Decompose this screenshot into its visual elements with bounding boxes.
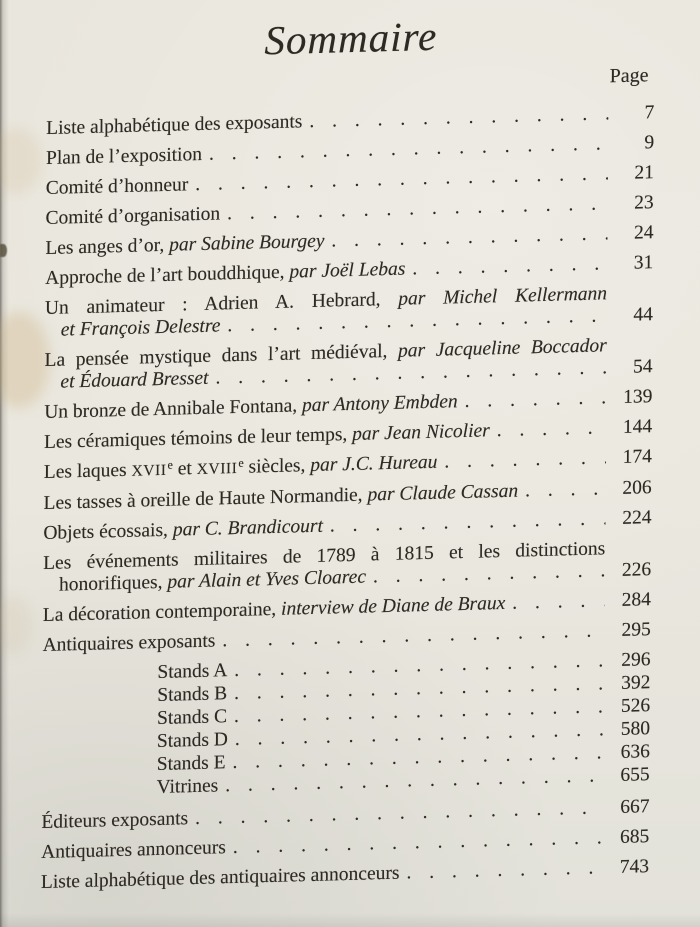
dot-leader [518, 478, 606, 502]
page-number: 31 [633, 252, 654, 274]
toc-entry [44, 334, 652, 394]
toc-list [41, 102, 655, 894]
toc-entry-text: Approche de l’art bouddhique, par Joël Lebas [45, 258, 406, 290]
dot-leader [302, 103, 608, 133]
toc-entry-text: Stands E [156, 752, 226, 775]
toc-entry-text: Stands A [157, 660, 228, 683]
toc-entry-text: Comité d’organisation [45, 203, 221, 230]
page-number: 295 [621, 619, 651, 641]
page-number: 580 [620, 718, 651, 740]
toc-entry-text: Stands D [156, 729, 228, 752]
toc-line [41, 856, 649, 894]
page-number: 23 [634, 192, 654, 214]
toc-entry-text: et Édouard Bresset [60, 367, 209, 393]
toc-entry-text: Liste alphabétique des exposants [46, 111, 303, 140]
toc-entry-text: honorifiques, par Alain et Yves Cloarec [58, 566, 367, 596]
toc-entry-text: Comité d’honneur [45, 174, 189, 200]
dot-leader [188, 797, 603, 830]
toc-entry-text: Stands C [157, 706, 228, 729]
page-number: 224 [622, 507, 652, 529]
page-number: 226 [621, 559, 652, 581]
dot-leader [323, 508, 606, 537]
page-number: 685 [619, 826, 650, 848]
dot-leader [490, 417, 606, 442]
page-number: 9 [644, 132, 655, 154]
toc-entry-text: Liste alphabétique des antiquaires annonceurs [40, 862, 400, 894]
dot-leader [458, 387, 607, 413]
toc-entry-text: Éditeurs exposants [41, 808, 189, 834]
dot-leader [220, 193, 608, 225]
toc-entry [45, 282, 653, 342]
page-number: 296 [621, 649, 651, 671]
page-number: 174 [622, 446, 653, 468]
page-column-header: Page [609, 64, 649, 88]
toc-entry-text: Les tasses à oreille de Haute Normandie, par Claude Cassan [43, 480, 519, 515]
toc-entry-text: Vitrines [156, 775, 219, 798]
dot-leader [505, 590, 605, 615]
toc-entry-text: Un bronze de Annibale Fontana, par Antony Embden [44, 391, 458, 424]
toc-entry [41, 856, 649, 894]
page-number: 54 [632, 356, 653, 378]
page-number: 636 [620, 741, 650, 763]
toc-entry-text: Stands B [157, 683, 228, 706]
toc-entry-text: Antiquaires exposants [42, 630, 216, 657]
page-number: 206 [622, 477, 652, 499]
toc-entry-text: Les événements militaires de 1789 à 1815 et les distinctions [43, 538, 606, 575]
page-number: 667 [620, 796, 650, 818]
page-number: 21 [634, 162, 654, 184]
dot-leader [437, 447, 606, 473]
page-number: 284 [621, 589, 652, 611]
dot-leader [324, 223, 607, 252]
page-number: 526 [620, 695, 651, 717]
toc-entry-text: La pensée mystique dans l’art médiéval, par Jacqueline Boccador [44, 335, 607, 372]
page-number: 655 [620, 764, 650, 786]
dot-leader [215, 620, 604, 652]
dot-leader [188, 163, 608, 196]
toc-entry-text: Objets écossais, par C. Brandicourt [43, 515, 324, 545]
dot-leader [399, 857, 603, 884]
toc-entry-text: Les anges d’or, par Sabine Bourgey [45, 230, 325, 260]
toc-entry-text: Plan de l’exposition [45, 143, 203, 170]
dot-leader [405, 253, 607, 280]
toc-entry [43, 537, 651, 597]
page-number: 139 [623, 386, 653, 408]
page-number: 144 [622, 416, 653, 438]
page-bottom-shadow [0, 913, 700, 927]
page-number: 392 [621, 672, 651, 694]
toc-entry-text: et François Delestre [60, 315, 221, 341]
toc-entry-text: Antiquaires annonceurs [41, 837, 226, 864]
dot-leader [202, 133, 608, 166]
page-title: Sommaire [264, 12, 438, 64]
toc-entry-text: Un animateur : Adrien A. Hebrard, par Michel Kellermann [44, 283, 608, 320]
page-number: 7 [644, 102, 655, 124]
toc-entry-text: Les céramiques témoins de leur temps, par Jean Nicolier [43, 420, 490, 454]
page-number: 743 [619, 856, 650, 878]
toc-entry-text: Les laques XVIIe et XVIIIe siècles, par J.C. Hureau [43, 451, 438, 484]
toc-entry-text: La décoration contemporaine, interview de Diane de Braux [42, 592, 506, 627]
page-number: 24 [633, 222, 654, 244]
dot-leader [226, 827, 604, 859]
page-number: 44 [633, 304, 654, 326]
